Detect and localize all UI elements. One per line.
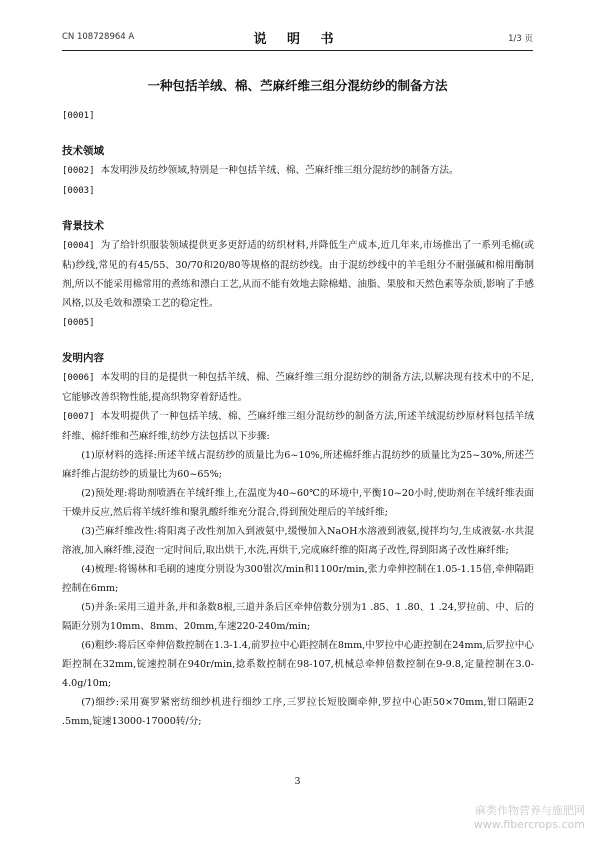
paragraph-number: [0005]: [62, 318, 95, 328]
watermark-line2: www.fibercrops.com: [473, 818, 585, 831]
document-title: 一种包括羊绒、棉、苎麻纤维三组分混纺纱的制备方法: [147, 78, 448, 93]
document-type: 说 明 书: [253, 32, 342, 47]
step-3: (3)苎麻纤维改性:将阳离子改性剂加入到液氨中,缓慢加入NaOH水溶液到液氨,搅拌均匀,生成液氨-水共混溶液,加入麻纤维,浸泡一定时间后,取出烘干,水洗,再烘干,完成麻纤维的阳离子改性,得到阳离子改性麻纤维;: [62, 526, 534, 556]
section-heading-summary: 发明内容: [62, 352, 104, 364]
paragraph-text: 本发明涉及纺纱领域,特别是一种包括羊绒、棉、苎麻纤维三组分混纺纱的制备方法。: [100, 165, 459, 176]
paragraph-text: 本发明提供了一种包括羊绒、棉、苎麻纤维三组分混纺纱的制备方法,所述羊绒混纺纱原材料包括羊绒纤维、棉纤维和苎麻纤维,纺纱方法包括以下步骤:: [62, 411, 534, 442]
step-2: (2)预处理:将助剂喷洒在羊绒纤维上,在温度为40~60℃的环境中,平衡10~20小时,使助剂在羊绒纤维表面干燥并反应,然后将羊绒纤维和聚乳酸纤维充分混合,得到预处理后的羊绒纤维;: [62, 488, 534, 518]
paragraph-number: [0001]: [62, 111, 95, 121]
publication-number: CN 108728964 A: [62, 32, 135, 42]
paragraph-text: 本发明的目的是提供一种包括羊绒、棉、苎麻纤维三组分混纺纱的制备方法,以解决现有技术中的不足,它能够改善织物性能,提高织物穿着舒适性。: [62, 372, 534, 403]
paragraph-number: [0006]: [62, 373, 95, 383]
paragraph-0005: [62, 313, 534, 333]
watermark-line1: 麻类作物营养与施肥网: [475, 804, 585, 817]
page-number: 3: [294, 776, 301, 787]
paragraph-0002: [62, 161, 534, 181]
paragraph-number: [0003]: [62, 186, 95, 196]
document-body: [62, 106, 534, 731]
paragraph-0004: [62, 236, 534, 313]
paragraph-number: [0002]: [62, 166, 95, 176]
watermark: [474, 804, 585, 832]
step-1: (1)原材料的选择:所述羊绒占混纺纱的质量比为6~10%,所述棉纤维占混纺纱的质量比为25~30%,所述苎麻纤维占混纺纱的质量比为60~65%;: [62, 450, 534, 480]
step-6: (6)粗纱:将后区牵伸倍数控制在1.3-1.4,前罗拉中心距控制在8mm,中罗拉中心距控制在24mm,后罗拉中心距控制在32mm,锭速控制在940r/min,捻系数控制在98-107,机械总牵伸倍数控制在9-9.8,定量控制在3.0-4.0g/10m;: [62, 640, 534, 689]
paragraph-0007: [62, 407, 534, 446]
section-heading-field: 技术领域: [62, 145, 104, 157]
step-5: (5)并条:采用三道并条,并和条数8根,三道并条后区牵伸倍数分别为1 .85、1 .80、1 .24,罗拉前、中、后的隔距分别为10mm、8mm、20mm,车速220-240m/min;: [62, 602, 534, 632]
paragraph-number: [0004]: [62, 241, 95, 251]
page-info: 1/3 页: [508, 34, 533, 44]
header-rule: [62, 50, 533, 51]
section-heading-background: 背景技术: [62, 220, 104, 232]
paragraph-0003: [62, 181, 534, 201]
page-header: [62, 28, 533, 47]
paragraph-0006: [62, 368, 534, 407]
paragraph-number: [0007]: [62, 412, 95, 422]
step-4: (4)梳理:将锡林和毛刷的速度分别设为300钳次/min和1100r/min,张力牵伸控制在1.05-1.15倍,牵伸隔距控制在6mm;: [62, 564, 534, 594]
step-7: (7)细纱:采用赛罗紧密纺细纱机进行细纱工序,三罗拉长短胶圈牵伸,罗拉中心距50×70mm,钳口隔距2 .5mm,锭速13000-17000转/分;: [62, 697, 534, 727]
paragraph-0001: [62, 106, 534, 126]
paragraph-text: 为了给针织服装领域提供更多更舒适的纺织材料,并降低生产成本,近几年来,市场推出了一系列毛棉(或粘)纱线,常见的有45/55、30/70和20/80等规格的混纺纱线。由于混纺纱线中的羊毛组分不耐强碱和棉用酶制剂,所以不能采用棉常用的煮练和漂白工艺,从而不能有效地去除棉蜡、油脂、果胶和天然色素等杂质,影响了手感风格,以及毛效和漂染工艺的稳定性。: [62, 240, 534, 309]
